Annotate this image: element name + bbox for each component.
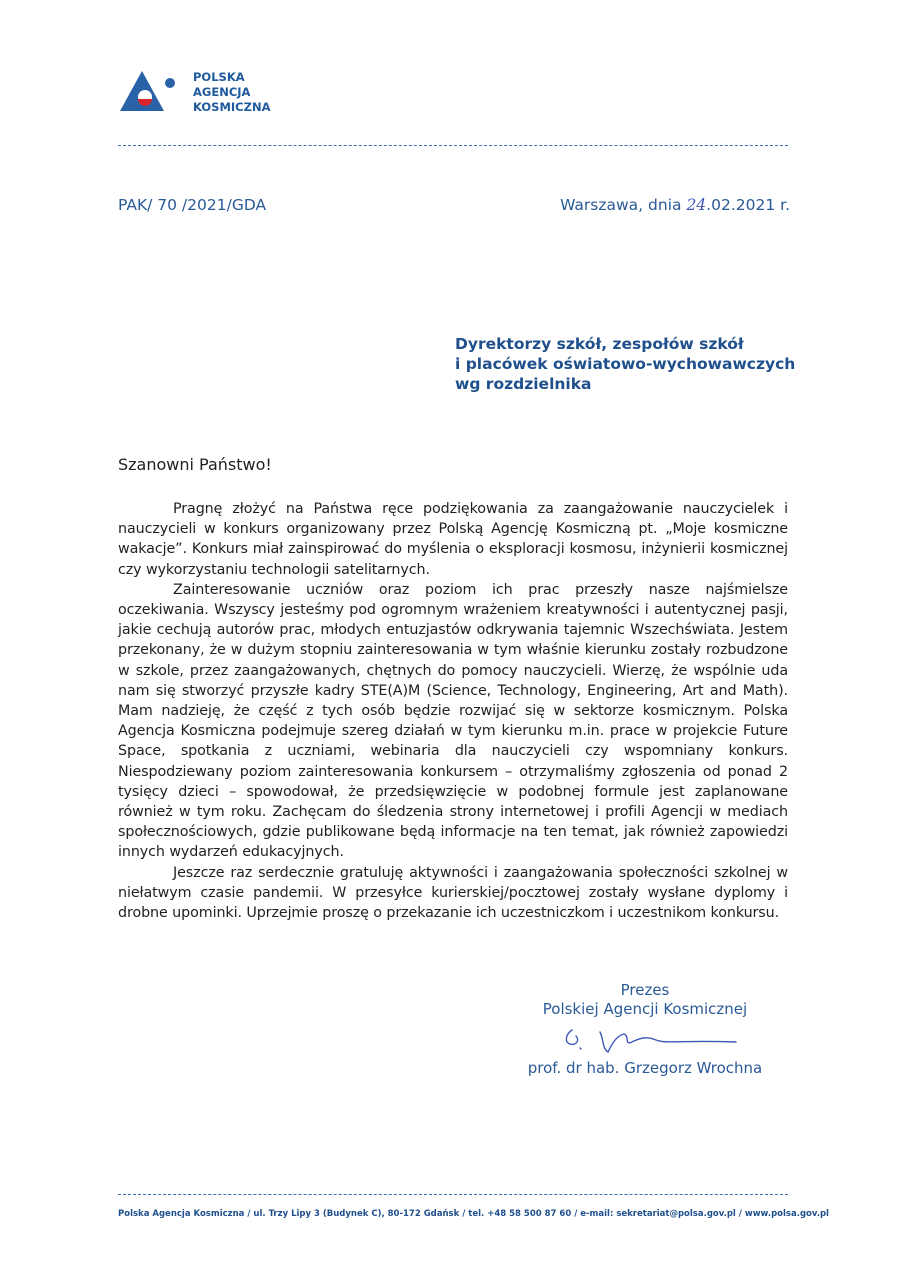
signature-title: Prezes	[620, 981, 670, 999]
handwritten-signature-icon	[560, 1022, 740, 1058]
recipient-line: wg rozdzielnika	[455, 375, 592, 393]
paragraph: Zainteresowanie uczniów oraz poziom ich prac przeszły nasze najśmielsze oczekiwania. Wszyscy jesteśmy pod ogromnym wrażeniem kreatywności i autentycznej pasji, jakie cechują autorów prac, młodych entuzjastów odkrywania tajemnic Wszechświata. Jestem przekonany, że w dużym stopniu zainteresowania w tym właśnie kierunku zostały rozbudzone w szkole, przez zaangażowanych, chętnych do pomocy nauczycieli. Wierzę, że wspólnie uda nam się stworzyć przyszłe kadry STE(A)M (Science, Technology, Engineering, Art and Math). Mam nadzieję, że część z tych osób będzie rozwijać się w sektorze kosmicznym. Polska Agencja Kosmiczna podejmuje szereg działań w tym kierunku m.in. prace w projekcie Future Space, spotkania z uczniami, webinaria dla nauczycieli czy wspomniany konkurs. Niespodziewany poziom zainteresowania konkursem – otrzymaliśmy zgłoszenia od ponad 2 tysięcy dzieci – spowodował, że przedsięwzięcie w podobnej formule jest zaplanowane również w tym roku. Zachęcam do śledzenia strony internetowej i profili Agencji w mediach społecznościowych, gdzie publikowane będą informacje na ten temat, jak również zapowiedzi innych wydarzeń edukacyjnych.	[118, 581, 788, 861]
paragraph: Jeszcze raz serdecznie gratuluję aktywności i zaangażowania społeczności szkolnej w niełatwym czasie pandemii. W przesyłce kurierskiej/pocztowej zostały wysłane dyplomy i drobne upominki. Uprzejmie proszę o przekazanie ich uczestniczkom i uczestnikom konkursu.	[118, 864, 788, 922]
signature-name: prof. dr hab. Grzegorz Wrochna	[527, 1059, 763, 1077]
recipient-block	[455, 334, 795, 394]
paragraph: Pragnę złożyć na Państwa ręce podziękowania za zaangażowanie nauczycielek i nauczycieli w konkurs organizowany przez Polską Agencję Kosmiczną pt. „Moje kosmiczne wakacje”. Konkurs miał zainspirować do myślenia o eksploracji kosmosu, inżynierii kosmicznej czy wykorzystaniu technologii satelitarnych.	[118, 501, 788, 578]
letter-date	[560, 196, 790, 214]
greeting: Szanowni Państwo!	[118, 455, 272, 474]
logo-wordmark	[193, 70, 270, 115]
signature-organization: Polskiej Agencji Kosmicznej	[542, 1000, 748, 1018]
letter-body	[118, 499, 788, 923]
recipient-line: Dyrektorzy szkół, zespołów szkół	[455, 335, 744, 353]
agency-logo	[120, 66, 290, 116]
logo-line: KOSMICZNA	[193, 100, 271, 114]
date-handwritten-day: 24	[686, 196, 707, 214]
logo-line: AGENCJA	[193, 85, 251, 99]
footer-contact: Polska Agencja Kosmiczna / ul. Trzy Lipy 3 (Budynek C), 80-172 Gdańsk / tel. +48 58 500 87 60 / e-mail: sekretariat@polsa.gov.pl / www.polsa.gov.pl	[118, 1209, 829, 1219]
reference-number: PAK/ 70 /2021/GDA	[118, 196, 267, 214]
footer-divider	[118, 1194, 788, 1195]
date-suffix: .02.2021 r.	[706, 196, 790, 214]
logo-line: POLSKA	[193, 70, 245, 84]
date-prefix: Warszawa, dnia	[560, 196, 687, 214]
recipient-line: i placówek oświatowo-wychowawczych	[455, 355, 796, 373]
header-divider	[118, 145, 788, 146]
triangle-logo-icon	[120, 69, 182, 113]
